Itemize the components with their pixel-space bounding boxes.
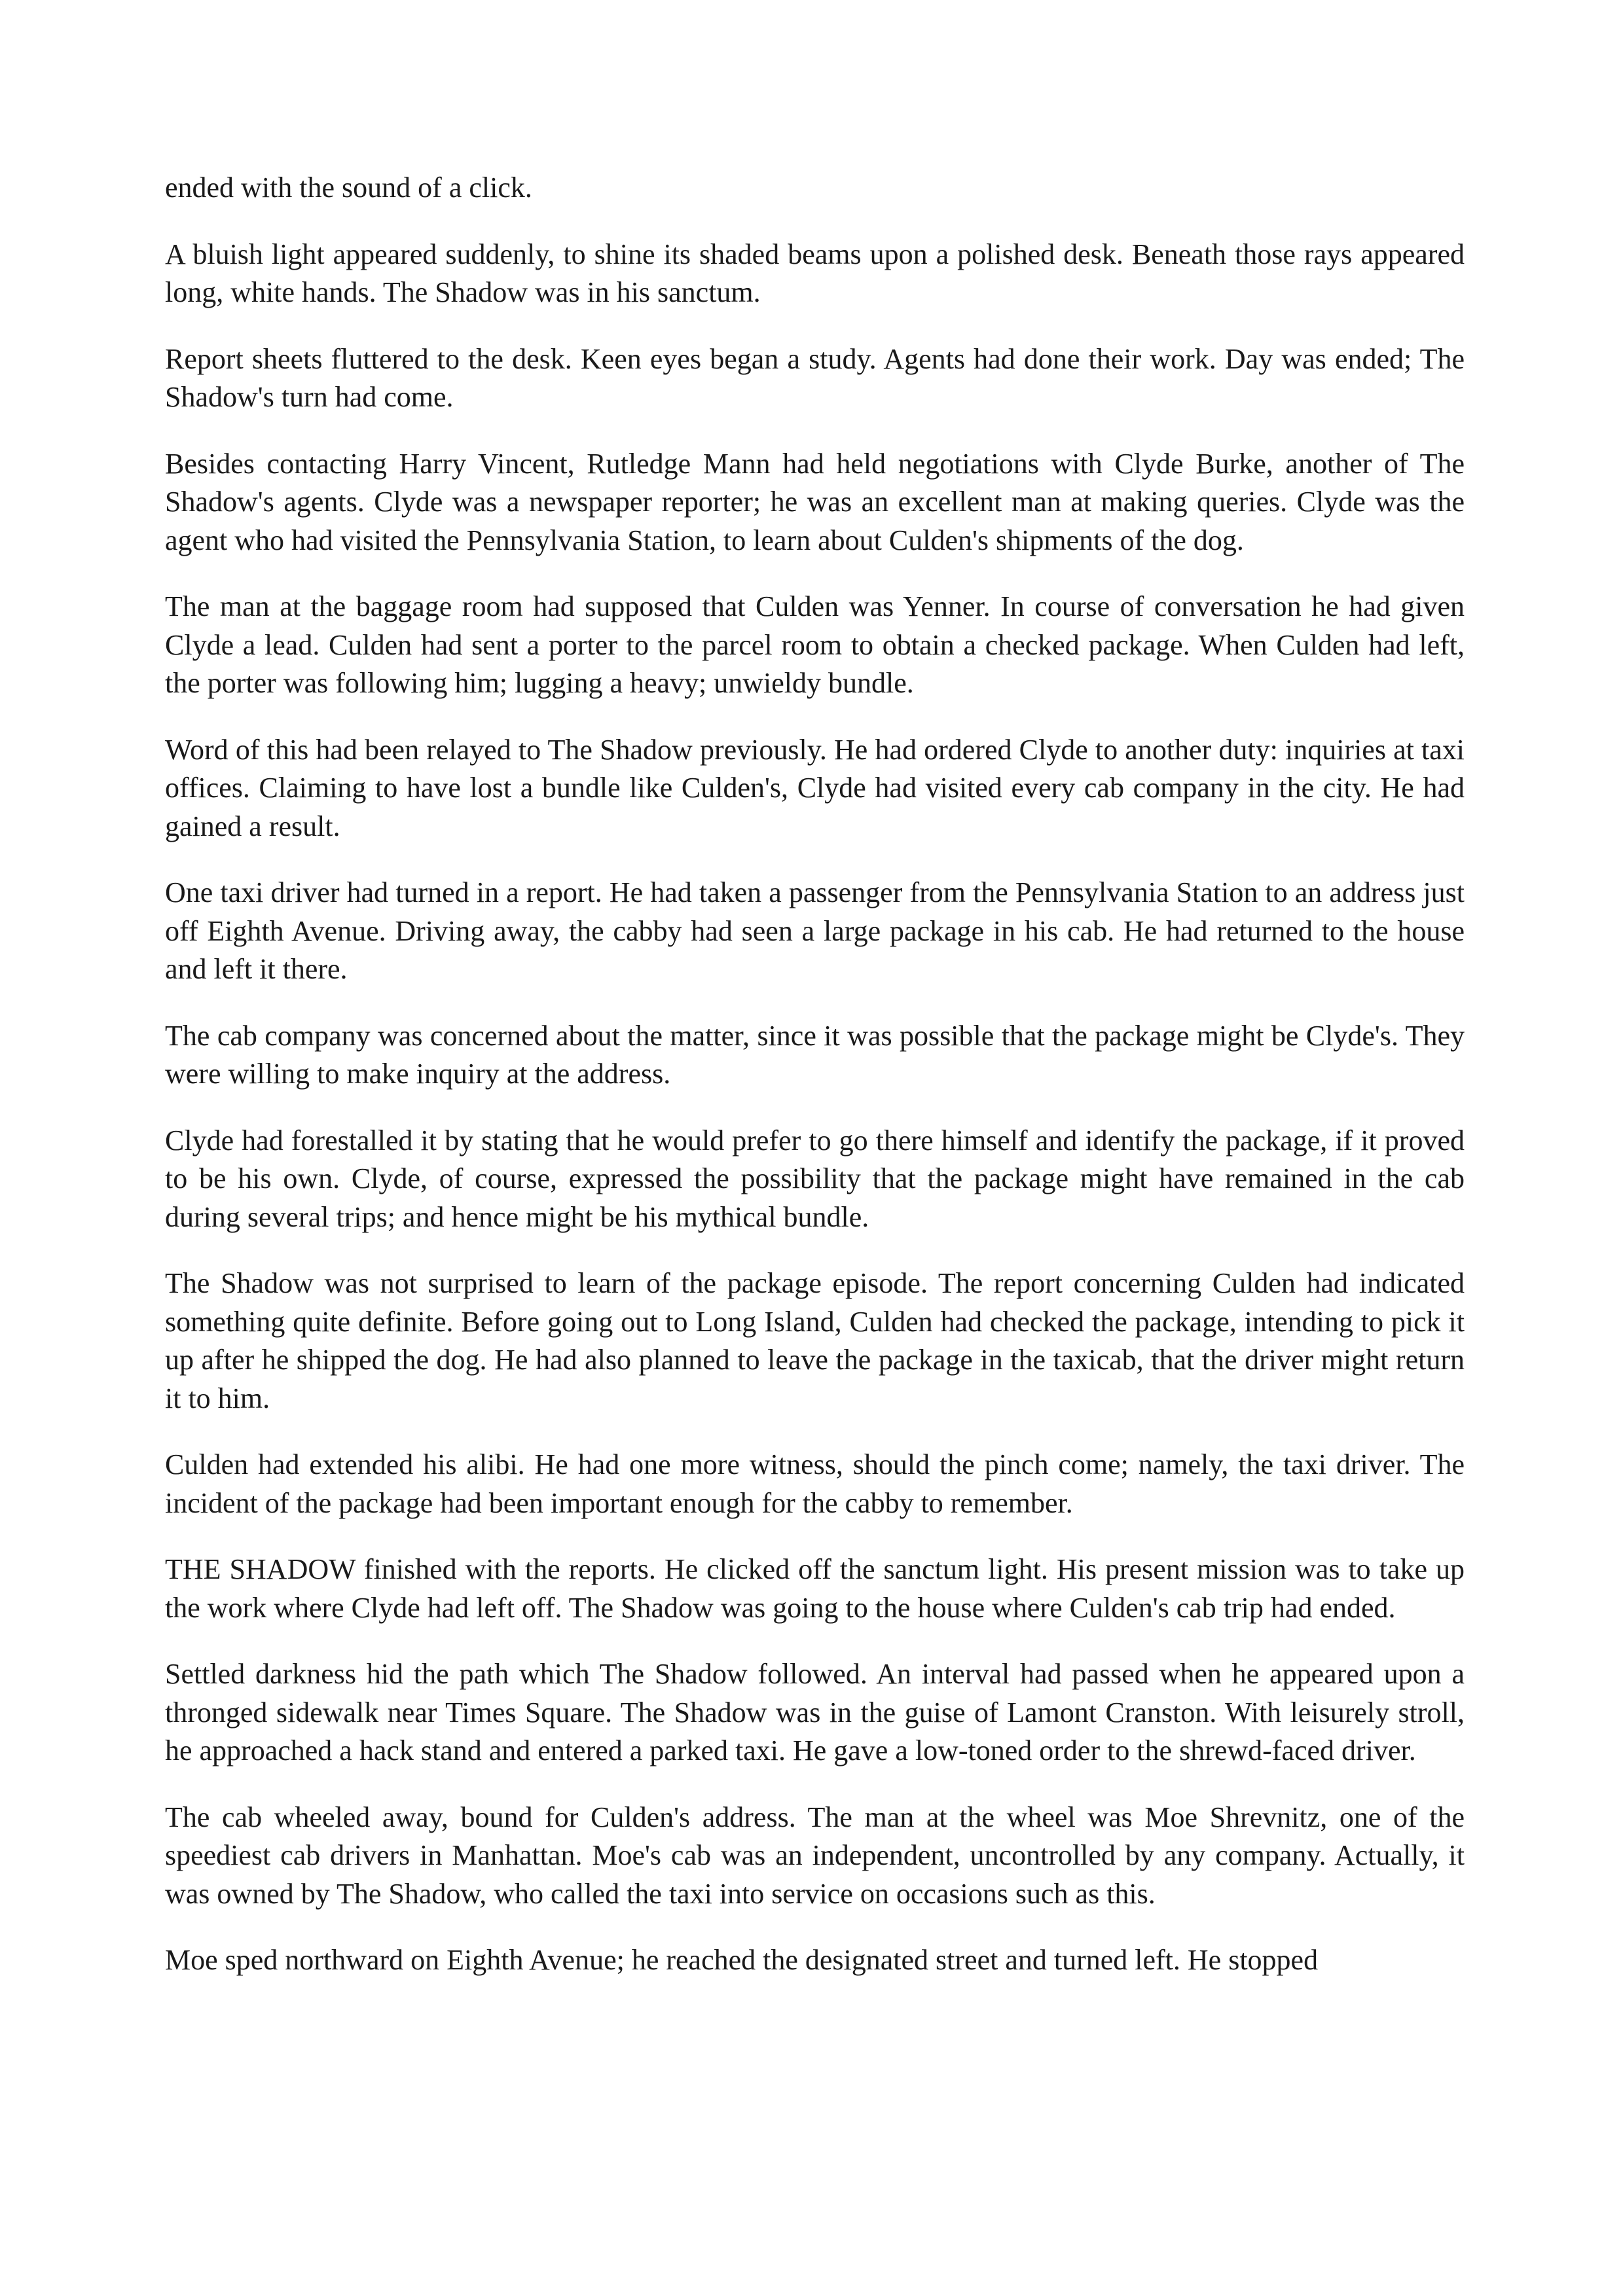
paragraph-1: ended with the sound of a click.	[165, 171, 532, 204]
paragraph-7: One taxi driver had turned in a report. He had taken a passenger from the Pennsylvania Station to an address just off Eighth Avenue. Driving away, the cabby had seen a large package in his cab. He had returned to the house and left it there.	[165, 876, 1465, 985]
paragraph-9: Clyde had forestalled it by stating that he would prefer to go there himself and identify the package, if it proved to be his own. Clyde, of course, expressed the possibility that the package might have remained in the cab during several trips; and hence might be his mythical bundle.	[165, 1124, 1465, 1233]
paragraph-11: Culden had extended his alibi. He had one more witness, should the pinch come; namely, the taxi driver. The incident of the package had been important enough for the cabby to remember.	[165, 1448, 1465, 1519]
paragraph-13: Settled darkness hid the path which The Shadow followed. An interval had passed when he appeared upon a thronged sidewalk near Times Square. The Shadow was in the guise of Lamont Cranston. With leisurely stroll, he approached a hack stand and entered a parked taxi. He gave a low-toned order to the shrewd-faced driver.	[165, 1658, 1465, 1767]
paragraph-2: A bluish light appeared suddenly, to shine its shaded beams upon a polished desk. Beneath those rays appeared long, white hands. The Shadow was in his sanctum.	[165, 238, 1465, 308]
paragraph-12: THE SHADOW finished with the reports. He clicked off the sanctum light. His present mission was to take up the work where Clyde had left off. The Shadow was going to the house where Culden's cab trip had ended.	[165, 1553, 1465, 1624]
paragraph-6: Word of this had been relayed to The Shadow previously. He had ordered Clyde to another duty: inquiries at taxi offices. Claiming to have lost a bundle like Culden's, Clyde had visited every cab company in the city. He had gained a result.	[165, 733, 1465, 842]
paragraph-15: Moe sped northward on Eighth Avenue; he reached the designated street and turned left. He stopped	[165, 1944, 1319, 1976]
paragraph-5: The man at the baggage room had supposed that Culden was Yenner. In course of conversation he had given Clyde a lead. Culden had sent a porter to the parcel room to obtain a checked package. When Culden had left, the porter was following him; lugging a heavy; unwieldy bundle.	[165, 590, 1465, 699]
paragraph-8: The cab company was concerned about the matter, since it was possible that the package might be Clyde's. They were willing to make inquiry at the address.	[165, 1019, 1465, 1090]
body-text	[165, 169, 1465, 2008]
paragraph-14: The cab wheeled away, bound for Culden's address. The man at the wheel was Moe Shrevnitz, one of the speediest cab drivers in Manhattan. Moe's cab was an independent, uncontrolled by any company. Actually, it was owned by The Shadow, who called the taxi into service on occasions such as this.	[165, 1801, 1465, 1910]
paragraph-4: Besides contacting Harry Vincent, Rutledge Mann had held negotiations with Clyde Burke, another of The Shadow's agents. Clyde was a newspaper reporter; he was an excellent man at making queries. Clyde was the agent who had visited the Pennsylvania Station, to learn about Culden's shipments of the dog.	[165, 447, 1465, 556]
paragraph-10: The Shadow was not surprised to learn of the package episode. The report concerning Culden had indicated something quite definite. Before going out to Long Island, Culden had checked the package, intending to pick it up after he shipped the dog. He had also planned to leave the package in the taxicab, that the driver might return it to him.	[165, 1267, 1465, 1414]
paragraph-3: Report sheets fluttered to the desk. Keen eyes began a study. Agents had done their work. Day was ended; The Shadow's turn had come.	[165, 342, 1465, 413]
